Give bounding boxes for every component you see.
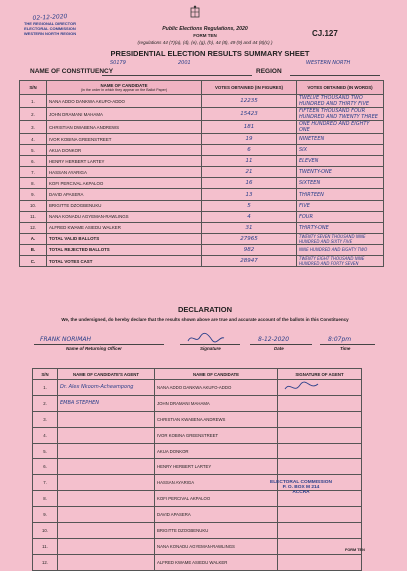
result-row xyxy=(20,189,384,200)
agent-row xyxy=(33,427,362,443)
row-words: TWELVE THOUSAND TWO HUNDRED AND THIRTY FIVE xyxy=(297,95,384,108)
agent-signature-cell xyxy=(278,443,362,459)
agent-candidate: NANA KONADU AGYEMAN-RAWLINGS xyxy=(155,538,278,554)
row-words: SIXTEEN xyxy=(297,178,384,189)
row-words: FIVE xyxy=(297,200,384,211)
row-words: THIRTEEN xyxy=(297,189,384,200)
row-sn: 8. xyxy=(20,178,47,189)
form-code: CJ.127 xyxy=(312,29,338,38)
agent-col-agent: NAME OF CANDIDATE'S AGENT xyxy=(58,369,155,380)
row-candidate: IVOR KOBINA GREENSTREET xyxy=(47,134,202,145)
row-sn: 9. xyxy=(20,189,47,200)
agent-row-sn: 8. xyxy=(33,491,58,507)
officer-line xyxy=(34,344,164,345)
total-figures: 982 xyxy=(202,244,297,255)
row-figures: 31 xyxy=(202,222,297,233)
agent-candidate: KOFI PERCIVAL AKPALOO xyxy=(155,491,278,507)
agent-name xyxy=(58,459,155,475)
result-row xyxy=(20,134,384,145)
constituency-code-2: 2001 xyxy=(178,60,191,66)
declaration-title: DECLARATION xyxy=(177,305,233,314)
date-line xyxy=(250,344,312,345)
agent-row xyxy=(33,411,362,427)
result-row xyxy=(20,121,384,134)
agent-row-sn: 1. xyxy=(33,380,58,396)
row-candidate: DAVID APASERA xyxy=(47,189,202,200)
row-words: THIRTY-ONE xyxy=(297,222,384,233)
row-words: NINETEEN xyxy=(297,134,384,145)
agent-name xyxy=(58,475,155,491)
row-figures: 16 xyxy=(202,178,297,189)
regulation-reference: (regulations 44 (7)(a), (d), (e), (g), (h), 44 (8), 49 (9) and 44 (8)(c) ) xyxy=(137,40,273,45)
result-row xyxy=(20,95,384,108)
row-candidate: HASSAN AYARIGA xyxy=(47,167,202,178)
agent-row-sn: 4. xyxy=(33,427,58,443)
agent-row-sn: 3. xyxy=(33,411,58,427)
regulations-title: Public Elections Regulations, 2020 xyxy=(162,26,248,32)
agent-name xyxy=(58,411,155,427)
agent-row xyxy=(33,507,362,523)
agent-name xyxy=(58,507,155,523)
agent-signature-1 xyxy=(282,381,322,394)
agent-signature-cell xyxy=(278,411,362,427)
total-sn: B. xyxy=(20,244,47,255)
constituency-code: S0179 xyxy=(110,60,126,66)
total-label: TOTAL REJECTED BALLOTS xyxy=(47,244,202,255)
agent-col-candidate: NAME OF CANDIDATE xyxy=(155,369,278,380)
total-figures: 27965 xyxy=(202,233,297,244)
agent-name xyxy=(58,554,155,570)
total-sn: A. xyxy=(20,233,47,244)
results-table xyxy=(19,80,384,267)
result-row xyxy=(20,167,384,178)
agent-row-sn: 11. xyxy=(33,538,58,554)
constituency-line xyxy=(102,75,252,76)
result-row xyxy=(20,200,384,211)
total-words: TWENTY SEVEN THOUSAND NINE HUNDRED AND SIXTY FIVE xyxy=(297,233,384,244)
result-row xyxy=(20,108,384,121)
agent-row-sn: 10. xyxy=(33,523,58,539)
agent-signature-cell xyxy=(278,395,362,411)
row-figures: 13 xyxy=(202,189,297,200)
agent-name xyxy=(58,491,155,507)
row-sn: 2. xyxy=(20,108,47,121)
row-words: TWENTY-ONE xyxy=(297,167,384,178)
agent-row xyxy=(33,395,362,411)
declaration-date: 8-12-2020 xyxy=(258,336,290,343)
total-label: TOTAL VALID BALLOTS xyxy=(47,233,202,244)
footer-form-label: FORM TEN xyxy=(345,548,365,552)
date-label: Date xyxy=(274,346,284,351)
row-sn: 6. xyxy=(20,156,47,167)
row-words: ONE HUNDRED AND EIGHTY ONE xyxy=(297,121,384,134)
agent-row-sn: 5. xyxy=(33,443,58,459)
returning-officer-name: FRANK NORIMAH xyxy=(40,336,91,343)
agent-name: Dr. Alex Nkoom-Acheampong xyxy=(58,380,155,396)
row-sn: 11. xyxy=(20,211,47,222)
col-candidate: NAME OF CANDIDATE (in the order in which they appear on the Ballot Paper) xyxy=(47,81,202,95)
agent-candidate: AKUA DONKOR xyxy=(155,443,278,459)
agent-signature-cell xyxy=(278,523,362,539)
agent-row-sn: 6. xyxy=(33,459,58,475)
total-row xyxy=(20,233,384,244)
row-words: SIX xyxy=(297,145,384,156)
agent-candidate: BRIGITTE DZOGBENUKU xyxy=(155,523,278,539)
row-candidate: BRIGITTE DZOGBENUKU xyxy=(47,200,202,211)
row-words: ELEVEN xyxy=(297,156,384,167)
agents-header-row xyxy=(33,369,362,380)
declaration-text: We, the undersigned, do hereby declare that the results shown above are true and accurate account of the ballots in this Constituency xyxy=(61,317,349,322)
agents-table xyxy=(32,368,362,571)
agent-signature-cell xyxy=(278,507,362,523)
row-candidate: HENRY HERBERT LARTEY xyxy=(47,156,202,167)
row-words: FOUR xyxy=(297,211,384,222)
agent-row-sn: 12. xyxy=(33,554,58,570)
agent-name: EMBA STEPHEN xyxy=(58,395,155,411)
agent-row xyxy=(33,459,362,475)
agent-row xyxy=(33,554,362,570)
row-figures: 181 xyxy=(202,121,297,134)
regional-stamp: 02-12-2020 THE REGIONAL DIRECTOR ELECTORAL COMMISSION WESTERN NORTH REGION xyxy=(23,13,77,36)
row-candidate: CHRISTIAN DWABENA ANDREWS xyxy=(47,121,202,134)
agent-candidate: NANA ADDO DANKWA AKUFO-ADDO xyxy=(155,380,278,396)
agent-row-sn: 2. xyxy=(33,395,58,411)
total-row xyxy=(20,256,384,267)
col-figures: VOTES OBTAINED (IN FIGURES) xyxy=(202,81,297,95)
result-row xyxy=(20,156,384,167)
agent-candidate: CHRISTIAN KWABENA ANDREWS xyxy=(155,411,278,427)
row-figures: 15423 xyxy=(202,108,297,121)
agent-signature-cell xyxy=(278,554,362,570)
row-candidate: AKUA DONKOR xyxy=(47,145,202,156)
agent-row xyxy=(33,443,362,459)
result-row xyxy=(20,178,384,189)
row-figures: 21 xyxy=(202,167,297,178)
agent-row xyxy=(33,523,362,539)
row-sn: 1. xyxy=(20,95,47,108)
result-row xyxy=(20,222,384,233)
agent-col-sn: S/N xyxy=(33,369,58,380)
signature-line xyxy=(180,344,240,345)
row-sn: 3. xyxy=(20,121,47,134)
agent-name xyxy=(58,443,155,459)
col-words: VOTES OBTAINED (IN WORDS) xyxy=(297,81,384,95)
row-sn: 4. xyxy=(20,134,47,145)
row-candidate: NANA ADDO DANKWA AKUFO-ADDO xyxy=(47,95,202,108)
agent-signature-cell xyxy=(278,459,362,475)
result-row xyxy=(20,145,384,156)
agent-col-signature: SIGNATURE OF AGENT xyxy=(278,369,362,380)
officer-label: Name of Returning Officer xyxy=(66,346,122,351)
row-candidate: NANA KONADU AGYEMAN-RAWLINGS xyxy=(47,211,202,222)
row-figures: 19 xyxy=(202,134,297,145)
agent-row-sn: 7. xyxy=(33,475,58,491)
agent-name xyxy=(58,538,155,554)
row-candidate: KOFI PERCIVAL AKPALOO xyxy=(47,178,202,189)
row-figures: 6 xyxy=(202,145,297,156)
total-figures: 28947 xyxy=(202,256,297,267)
total-words: NINE HUNDRED AND EIGHTY TWO xyxy=(297,244,384,255)
agent-candidate: HASSAN AYARIGA xyxy=(155,475,278,491)
row-sn: 12. xyxy=(20,222,47,233)
total-label: TOTAL VOTES CAST xyxy=(47,256,202,267)
row-figures: 4 xyxy=(202,211,297,222)
agent-signature-cell xyxy=(278,427,362,443)
constituency-label: NAME OF CONSTITUENCY xyxy=(30,68,114,75)
form-label: FORM TEN xyxy=(193,33,217,38)
region-label: REGION xyxy=(256,68,282,75)
row-figures: 11 xyxy=(202,156,297,167)
declaration-time: 8:07pm xyxy=(328,336,352,343)
region-line xyxy=(290,75,380,76)
agent-row xyxy=(33,538,362,554)
commission-stamp: ELECTORAL COMMISSION P. O. BOX M 214 ACCRA xyxy=(270,480,332,495)
row-words: FIFTEEN THOUSAND FOUR HUNDRED AND TWENTY THREE xyxy=(297,108,384,121)
coat-of-arms-icon xyxy=(188,5,202,19)
time-label: Time xyxy=(340,346,351,351)
total-words: TWENTY EIGHT THOUSAND NINE HUNDRED AND FORTY SEVEN xyxy=(297,256,384,267)
sheet-title: PRESIDENTIAL ELECTION RESULTS SUMMARY SHEET xyxy=(110,49,310,58)
time-line xyxy=(320,344,375,345)
result-row xyxy=(20,211,384,222)
row-figures: 12235 xyxy=(202,95,297,108)
agent-candidate: JOHN DRAMANI MAHAMA xyxy=(155,395,278,411)
agent-row-sn: 9. xyxy=(33,507,58,523)
agent-candidate: ALFRED KWAME ASIEDU WALKER xyxy=(155,554,278,570)
agent-candidate: IVOR KOBINA GREENSTREET xyxy=(155,427,278,443)
row-sn: 10. xyxy=(20,200,47,211)
agent-candidate: HENRY HERBERT LARTEY xyxy=(155,459,278,475)
row-candidate: ALFRED KWAME ASIEDU WALKER xyxy=(47,222,202,233)
row-candidate: JOHN DRAMANI MAHAMA xyxy=(47,108,202,121)
col-sn: S/N xyxy=(20,81,47,95)
row-sn: 5. xyxy=(20,145,47,156)
row-figures: 5 xyxy=(202,200,297,211)
agent-candidate: DAVID APASERA xyxy=(155,507,278,523)
results-header-row xyxy=(20,81,384,95)
agent-name xyxy=(58,427,155,443)
agent-name xyxy=(58,523,155,539)
total-row xyxy=(20,244,384,255)
region-value: WESTERN NORTH xyxy=(306,60,351,66)
signature-label: Signature xyxy=(200,346,221,351)
total-sn: C. xyxy=(20,256,47,267)
row-sn: 7. xyxy=(20,167,47,178)
